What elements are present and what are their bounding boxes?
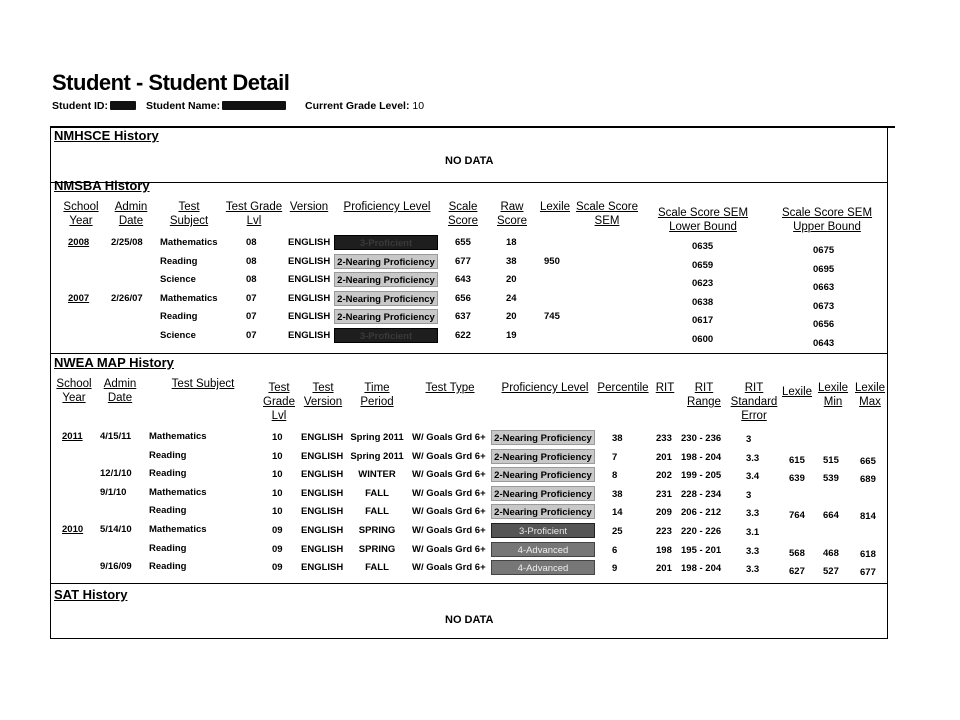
- nwea-header-lexile-max: Lexile Max: [854, 382, 886, 408]
- nmsba-scale-score: 637: [455, 311, 471, 323]
- nwea-rit-range: 228 - 234: [681, 488, 722, 500]
- nmsba-scale-score: 656: [455, 292, 471, 304]
- nwea-rit-range: 220 - 226: [681, 526, 722, 537]
- nmsba-sem-upper: 0643: [813, 338, 835, 349]
- nwea-test-subject: Reading: [149, 542, 187, 554]
- nwea-test-grade: 10: [272, 469, 283, 481]
- nwea-test-version: ENGLISH: [301, 506, 344, 518]
- sat-title: SAT History: [54, 587, 128, 602]
- nwea-lexile-max: 677: [860, 567, 876, 579]
- nmsba-test-grade: 07: [246, 311, 257, 323]
- nwea-test-subject: Mathematics: [149, 524, 207, 535]
- nwea-test-version: ENGLISH: [301, 469, 344, 481]
- nmhsce-no-data: NO DATA: [445, 155, 494, 167]
- nwea-percentile: 6: [612, 544, 618, 556]
- nmsba-raw-score: 19: [506, 330, 517, 341]
- nwea-time-period: Spring 2011: [350, 450, 404, 462]
- nwea-title: NWEA MAP History: [54, 355, 174, 370]
- nwea-school-year: 2011: [62, 431, 83, 442]
- nmsba-school-year: 2007: [68, 292, 90, 304]
- nmsba-test-subject: Reading: [160, 255, 198, 267]
- nmsba-test-grade: 07: [246, 292, 257, 304]
- nmsba-raw-score: 18: [506, 237, 517, 248]
- nmsba-sem-lower: 0659: [692, 259, 714, 271]
- nwea-lexile-min: 527: [823, 566, 839, 578]
- nwea-test-type: W/ Goals Grd 6+: [412, 562, 486, 574]
- nmsba-proficiency-badge: 2-Nearing Proficiency: [334, 254, 438, 269]
- nmsba-header-scale-score: Scale Score: [447, 201, 479, 227]
- nmsba-proficiency-badge: 2-Nearing Proficiency: [334, 272, 438, 287]
- frame-left: [50, 126, 51, 639]
- nwea-test-version: ENGLISH: [301, 543, 344, 555]
- nmsba-header-sem-lower-bound: Scale Score SEM Lower Bound: [657, 207, 749, 233]
- nmsba-header-admin-date: Admin Date: [114, 201, 148, 227]
- nwea-header-school-year: School Year: [56, 378, 92, 404]
- nwea-percentile: 38: [612, 433, 623, 444]
- nwea-lexile: 764: [789, 510, 805, 522]
- nmsba-version: ENGLISH: [288, 274, 331, 286]
- nmsba-sem-upper: 0663: [813, 282, 835, 294]
- nmsba-header-test-grade-lvl: Test Grade Lvl: [225, 201, 283, 227]
- nmsba-sem-upper: 0675: [813, 245, 835, 256]
- nwea-header-lexile: Lexile: [782, 386, 813, 398]
- grade-label: Current Grade Level:: [305, 100, 410, 112]
- nwea-time-period: FALL: [365, 487, 389, 499]
- nwea-rit: 201: [656, 451, 672, 463]
- nwea-test-grade: 09: [272, 562, 283, 574]
- nmsba-header-school-year: School Year: [63, 201, 99, 227]
- nwea-rit-standard-error: 3: [746, 434, 752, 445]
- nwea-percentile: 38: [612, 488, 623, 500]
- nmsba-header-version: Version: [289, 201, 329, 213]
- nwea-header-lexile-min: Lexile Min: [817, 382, 849, 408]
- nmsba-version: ENGLISH: [288, 292, 331, 304]
- nwea-rit-standard-error: 3.3: [746, 508, 760, 520]
- nmsba-proficiency-badge: 2-Nearing Proficiency: [334, 291, 438, 306]
- nwea-test-type: W/ Goals Grd 6+: [412, 525, 486, 536]
- nmsba-header-sem-upper-bound: Scale Score SEM Upper Bound: [781, 207, 873, 233]
- nwea-rit: 223: [656, 526, 672, 537]
- nwea-rit-standard-error: 3.1: [746, 527, 760, 538]
- nmsba-header-proficiency-level: Proficiency Level: [343, 201, 431, 213]
- nwea-rit-range: 206 - 212: [681, 507, 722, 519]
- nwea-header-test-type: Test Type: [425, 382, 475, 394]
- nwea-rit-range: 198 - 204: [681, 563, 722, 575]
- nmsba-test-grade: 08: [246, 237, 257, 248]
- nwea-test-version: ENGLISH: [301, 450, 344, 462]
- nmsba-raw-score: 24: [506, 292, 517, 304]
- nmsba-version: ENGLISH: [288, 255, 331, 267]
- nmsba-test-subject: Science: [160, 330, 196, 341]
- nmsba-header-raw-score: Raw Score: [496, 201, 528, 227]
- nwea-percentile: 14: [612, 507, 623, 519]
- nwea-test-type: W/ Goals Grd 6+: [412, 506, 486, 518]
- nwea-header-proficiency-level: Proficiency Level: [501, 382, 589, 394]
- nwea-time-period: SPRING: [358, 525, 396, 536]
- nwea-time-period: WINTER: [358, 469, 396, 481]
- nwea-test-type: W/ Goals Grd 6+: [412, 543, 486, 555]
- frame-bottom: [50, 638, 888, 639]
- nmsba-sem-upper: 0673: [813, 300, 835, 312]
- nwea-test-version: ENGLISH: [301, 525, 344, 536]
- nwea-test-type: W/ Goals Grd 6+: [412, 487, 486, 499]
- nmsba-test-subject: Mathematics: [160, 292, 218, 304]
- page-title: Student - Student Detail: [52, 70, 290, 95]
- nmsba-test-grade: 08: [246, 274, 257, 286]
- nwea-test-grade: 10: [272, 432, 283, 443]
- nwea-rit: 202: [656, 470, 672, 482]
- nwea-proficiency-badge: 2-Nearing Proficiency: [491, 467, 595, 482]
- nmsba-school-year: 2008: [68, 237, 90, 248]
- nmsba-sem-lower: 0623: [692, 278, 714, 290]
- nmsba-raw-score: 38: [506, 255, 517, 267]
- nwea-percentile: 9: [612, 563, 618, 575]
- nmsba-proficiency-badge: 3-Proficient: [334, 328, 438, 343]
- nwea-lexile-min: 468: [823, 547, 839, 559]
- nwea-header-test-version: Test Version: [303, 382, 343, 408]
- nwea-admin-date: 4/15/11: [100, 431, 132, 442]
- nmsba-sem-lower: 0635: [692, 241, 714, 252]
- nwea-proficiency-badge: 2-Nearing Proficiency: [491, 486, 595, 501]
- nwea-percentile: 7: [612, 451, 618, 463]
- nwea-rit-standard-error: 3: [746, 489, 752, 501]
- nwea-percentile: 25: [612, 526, 623, 537]
- nwea-test-subject: Mathematics: [149, 431, 207, 442]
- nmsba-raw-score: 20: [506, 311, 517, 323]
- nwea-rit-range: 198 - 204: [681, 451, 722, 463]
- nmsba-admin-date: 2/26/07: [111, 292, 143, 304]
- nmsba-test-subject: Mathematics: [160, 237, 218, 248]
- nmsba-sem-lower: 0638: [692, 296, 714, 308]
- student-name: [146, 100, 286, 112]
- nmsba-proficiency-badge: 2-Nearing Proficiency: [334, 309, 438, 324]
- nwea-proficiency-badge: 2-Nearing Proficiency: [491, 504, 595, 519]
- nmsba-test-grade: 08: [246, 255, 257, 267]
- nmsba-version: ENGLISH: [288, 237, 331, 248]
- student-id-label: Student ID:: [52, 100, 108, 112]
- nwea-lexile-max: 814: [860, 511, 876, 523]
- nwea-header-percentile: Percentile: [597, 382, 649, 394]
- nmsba-test-grade: 07: [246, 330, 257, 341]
- nwea-lexile-min: 664: [823, 510, 839, 522]
- current-grade: [305, 100, 424, 112]
- nwea-lexile-max: 618: [860, 548, 876, 560]
- nwea-school-year: 2010: [62, 524, 84, 535]
- nwea-test-grade: 10: [272, 487, 283, 499]
- nmsba-header-lexile: Lexile: [539, 201, 571, 213]
- nwea-admin-date: 12/1/10: [100, 468, 132, 480]
- nmsba-version: ENGLISH: [288, 311, 331, 323]
- nwea-proficiency-badge: 2-Nearing Proficiency: [491, 430, 595, 445]
- nmsba-lexile: 745: [544, 311, 560, 323]
- nwea-header-test-subject: Test Subject: [171, 378, 235, 390]
- nmsba-header-test-subject: Test Subject: [169, 201, 209, 227]
- grade-value: 10: [412, 100, 425, 112]
- nwea-admin-date: 9/1/10: [100, 486, 127, 498]
- top-rule: [50, 126, 895, 128]
- nmsba-sem-lower: 0600: [692, 334, 714, 345]
- nwea-test-version: ENGLISH: [301, 562, 344, 574]
- nwea-test-type: W/ Goals Grd 6+: [412, 450, 486, 462]
- nwea-rit: 233: [656, 433, 672, 444]
- nwea-rit: 231: [656, 488, 672, 500]
- nwea-test-version: ENGLISH: [301, 432, 344, 443]
- nmsba-test-subject: Science: [160, 274, 196, 286]
- nwea-proficiency-badge: 4-Advanced: [491, 542, 595, 557]
- nwea-rit: 209: [656, 507, 672, 519]
- section-divider: [50, 583, 888, 584]
- nwea-rit-standard-error: 3.3: [746, 545, 760, 557]
- nmsba-scale-score: 622: [455, 330, 471, 341]
- nwea-header-rit-range: RIT Range: [687, 382, 721, 408]
- nmsba-scale-score: 677: [455, 255, 471, 267]
- nwea-test-type: W/ Goals Grd 6+: [412, 432, 486, 443]
- nwea-header-rit: RIT: [655, 382, 675, 394]
- nwea-rit-range: 195 - 201: [681, 544, 722, 556]
- nwea-lexile: 639: [789, 473, 805, 485]
- frame-right: [887, 128, 888, 639]
- nwea-proficiency-badge: 4-Advanced: [491, 560, 595, 575]
- nmsba-proficiency-badge: 3-Proficient: [334, 235, 438, 250]
- nmsba-lexile: 950: [544, 255, 560, 267]
- nwea-header-rit-standard-error: RIT Standard Error: [730, 382, 778, 422]
- nwea-test-subject: Reading: [149, 505, 187, 517]
- nwea-lexile-min: 515: [823, 454, 839, 466]
- nwea-time-period: FALL: [365, 562, 389, 574]
- nwea-lexile: 627: [789, 566, 805, 578]
- nwea-header-admin-date: Admin Date: [103, 378, 137, 404]
- nwea-rit-standard-error: 3.4: [746, 471, 760, 483]
- nwea-time-period: SPRING: [358, 543, 396, 555]
- nwea-rit: 198: [656, 544, 672, 556]
- nwea-percentile: 8: [612, 470, 618, 482]
- nwea-rit-range: 199 - 205: [681, 470, 722, 482]
- nmhsce-title: NMHSCE History: [54, 128, 159, 143]
- section-divider: [50, 353, 888, 354]
- nwea-admin-date: 5/14/10: [100, 524, 132, 535]
- nmsba-sem-upper: 0695: [813, 263, 835, 275]
- nmsba-version: ENGLISH: [288, 330, 331, 341]
- section-divider: [50, 182, 888, 183]
- nmsba-admin-date: 2/25/08: [111, 237, 143, 248]
- nwea-lexile-max: 689: [860, 474, 876, 486]
- nwea-time-period: FALL: [365, 506, 389, 518]
- nmsba-sem-lower: 0617: [692, 315, 714, 327]
- nwea-admin-date: 9/16/09: [100, 561, 132, 573]
- redacted-student-id: [110, 101, 136, 110]
- sat-no-data: NO DATA: [445, 614, 494, 626]
- nwea-test-grade: 10: [272, 506, 283, 518]
- nwea-rit-standard-error: 3.3: [746, 564, 760, 576]
- nmsba-sem-upper: 0656: [813, 319, 835, 331]
- nwea-time-period: Spring 2011: [350, 432, 404, 443]
- nwea-test-grade: 09: [272, 525, 283, 536]
- nwea-test-type: W/ Goals Grd 6+: [412, 469, 486, 481]
- nwea-test-grade: 09: [272, 543, 283, 555]
- nwea-test-subject: Reading: [149, 468, 187, 480]
- nmsba-title: NMSBA History: [54, 178, 150, 193]
- nwea-header-test-grade-lvl: Test Grade Lvl: [263, 382, 295, 422]
- nwea-test-grade: 10: [272, 450, 283, 462]
- nwea-lexile-max: 665: [860, 455, 876, 467]
- nwea-rit: 201: [656, 563, 672, 575]
- nwea-test-subject: Reading: [149, 561, 187, 573]
- nmsba-scale-score: 643: [455, 274, 471, 286]
- nwea-test-subject: Mathematics: [149, 486, 207, 498]
- nwea-rit-range: 230 - 236: [681, 433, 722, 444]
- student-name-label: Student Name:: [146, 100, 221, 112]
- nwea-rit-standard-error: 3.3: [746, 452, 760, 464]
- student-id: [52, 100, 136, 112]
- nwea-test-subject: Reading: [149, 449, 187, 461]
- nmsba-test-subject: Reading: [160, 311, 198, 323]
- nwea-lexile: 568: [789, 547, 805, 559]
- nmsba-header-scale-score-sem: Scale Score SEM: [575, 201, 638, 227]
- nwea-proficiency-badge: 3-Proficient: [491, 523, 595, 538]
- nmsba-scale-score: 655: [455, 237, 471, 248]
- nwea-proficiency-badge: 2-Nearing Proficiency: [491, 449, 595, 464]
- nwea-header-time-period: Time Period: [360, 382, 394, 408]
- redacted-student-name: [222, 101, 286, 110]
- nwea-lexile: 615: [789, 454, 805, 466]
- nmsba-raw-score: 20: [506, 274, 517, 286]
- nwea-test-version: ENGLISH: [301, 487, 344, 499]
- nwea-lexile-min: 539: [823, 473, 839, 485]
